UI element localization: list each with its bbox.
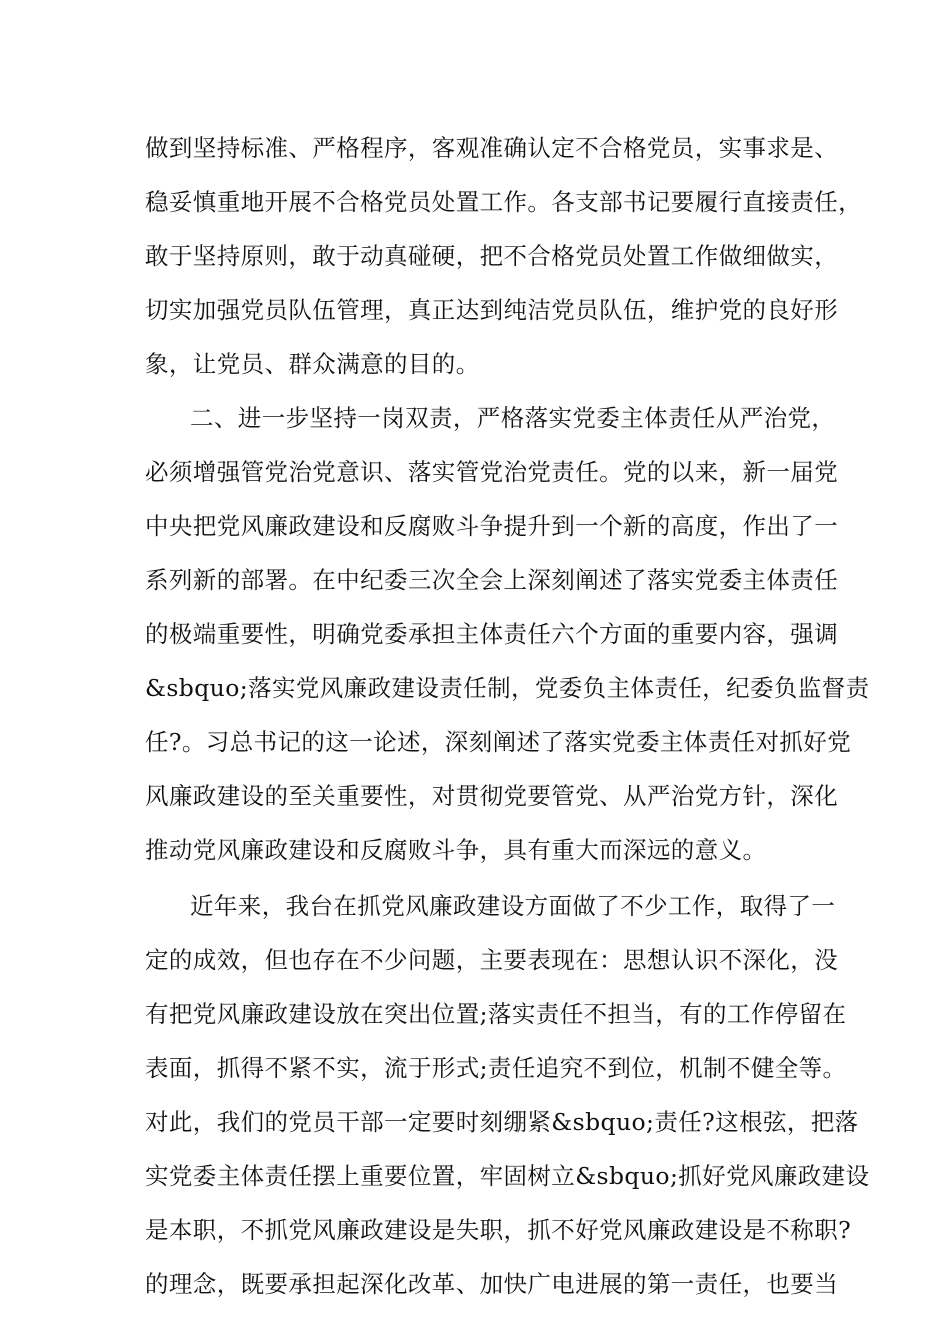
text-line: 敢于坚持原则，敢于动真碰硬，把不合格党员处置工作做细做实， [145,242,839,270]
text-line: 做到坚持标准、严格程序，客观准确认定不合格党员，实事求是、 [145,134,839,162]
text-line: &sbquo;落实党风廉政建设责任制，党委负主体责任，纪委负监督责 [145,674,870,702]
text-line: 风廉政建设的至关重要性，对贯彻党要管党、从严治党方针，深化 [145,782,839,810]
text-line: 稳妥慎重地开展不合格党员处置工作。各支部书记要履行直接责任， [145,188,862,216]
paragraph-first-line: 二、进一步坚持一岗双责，严格落实党委主体责任从严治党， [190,404,836,432]
text-line: 有把党风廉政建设放在突出位置;落实责任不担当，有的工作停留在 [145,1000,847,1028]
paragraph-first-line: 近年来，我台在抓党风廉政建设方面做了不少工作，取得了一 [190,892,836,920]
text-line: 实党委主体责任摆上重要位置，牢固树立&sbquo;抓好党风廉政建设 [145,1162,870,1190]
text-line: 是本职，不抓党风廉政建设是失职，抓不好党风廉政建设是不称职? [145,1216,852,1244]
text-line: 必须增强管党治党意识、落实管党治党责任。党的以来，新一届党 [145,458,839,486]
text-line: 中央把党风廉政建设和反腐败斗争提升到一个新的高度，作出了一 [145,512,839,540]
text-line: 任?。习总书记的这一论述，深刻阐述了落实党委主体责任对抓好党 [145,728,852,756]
text-line: 定的成效，但也存在不少问题，主要表现在：思想认识不深化，没 [145,946,839,974]
text-line: 象，让党员、群众满意的目的。 [145,350,480,378]
text-line: 推动党风廉政建设和反腐败斗争，具有重大而深远的意义。 [145,836,767,864]
text-line: 表面，抓得不紧不实，流于形式;责任追究不到位，机制不健全等。 [145,1054,847,1082]
text-line: 的理念，既要承担起深化改革、加快广电进展的第一责任，也要当 [145,1270,839,1298]
text-line: 的极端重要性，明确党委承担主体责任六个方面的重要内容，强调 [145,620,839,648]
text-line: 切实加强党员队伍管理，真正达到纯洁党员队伍，维护党的良好形 [145,296,839,324]
text-line: 对此，我们的党员干部一定要时刻绷紧&sbquo;责任?这根弦，把落 [145,1108,859,1136]
text-line: 系列新的部署。在中纪委三次全会上深刻阐述了落实党委主体责任 [145,566,839,594]
